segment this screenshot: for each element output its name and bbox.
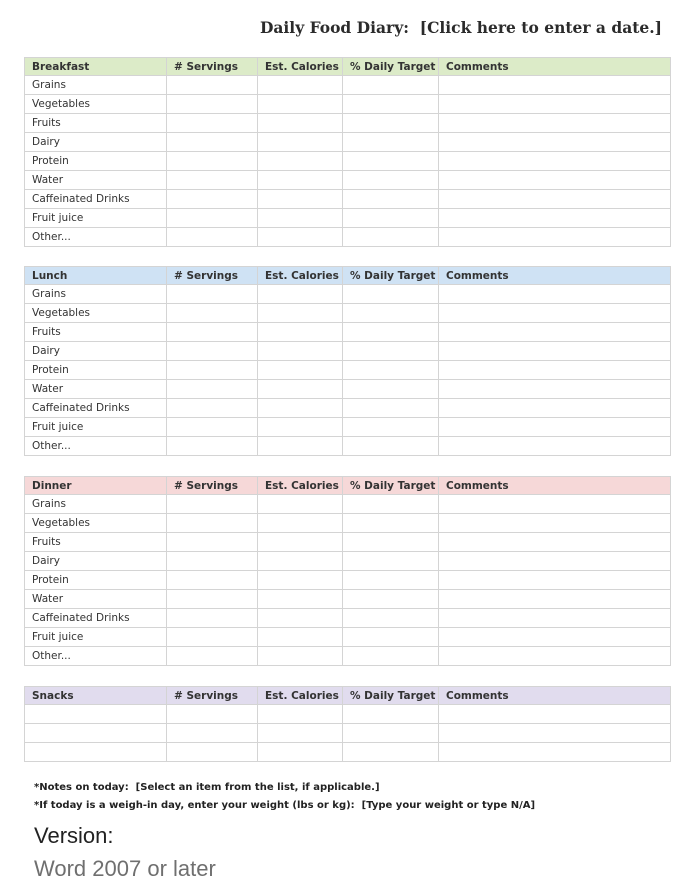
row-label: Protein: [25, 152, 167, 171]
table-row: [25, 609, 671, 628]
comments-cell[interactable]: [439, 743, 671, 762]
table-row: [25, 190, 671, 209]
servings-cell[interactable]: [167, 228, 258, 247]
servings-cell[interactable]: [167, 133, 258, 152]
column-header-daily-target: % Daily Target: [343, 477, 439, 495]
calories-cell[interactable]: [258, 571, 343, 590]
row-label: Other...: [25, 228, 167, 247]
comments-cell[interactable]: [439, 76, 671, 95]
calories-cell[interactable]: [258, 304, 343, 323]
table-row: [25, 552, 671, 571]
servings-cell[interactable]: [167, 114, 258, 133]
daily-target-cell[interactable]: [343, 133, 439, 152]
table-row: [25, 628, 671, 647]
comments-cell[interactable]: [439, 95, 671, 114]
daily-target-cell[interactable]: [343, 705, 439, 724]
notes-today-label: *Notes on today:: [34, 782, 129, 793]
dinner-table: [24, 476, 671, 666]
notes-today-field[interactable]: [Select an item from the list, if applicable.]: [135, 782, 380, 793]
comments-cell[interactable]: [439, 114, 671, 133]
calories-cell[interactable]: [258, 628, 343, 647]
servings-cell[interactable]: [167, 724, 258, 743]
notes-today-line: [34, 782, 380, 793]
comments-cell[interactable]: [439, 514, 671, 533]
table-row: [25, 705, 671, 724]
table-row: [25, 533, 671, 552]
column-header-daily-target: % Daily Target: [343, 687, 439, 705]
row-label: Fruit juice: [25, 628, 167, 647]
calories-cell[interactable]: [258, 361, 343, 380]
table-row: [25, 647, 671, 666]
daily-target-cell[interactable]: [343, 647, 439, 666]
comments-cell[interactable]: [439, 171, 671, 190]
servings-cell[interactable]: [167, 533, 258, 552]
servings-cell[interactable]: [167, 190, 258, 209]
row-label: Dairy: [25, 552, 167, 571]
daily-target-cell[interactable]: [343, 152, 439, 171]
row-label: Fruit juice: [25, 209, 167, 228]
calories-cell[interactable]: [258, 152, 343, 171]
servings-cell[interactable]: [167, 647, 258, 666]
daily-target-cell[interactable]: [343, 724, 439, 743]
servings-cell[interactable]: [167, 571, 258, 590]
row-label: Fruits: [25, 114, 167, 133]
comments-cell[interactable]: [439, 705, 671, 724]
daily-target-cell[interactable]: [343, 628, 439, 647]
comments-cell[interactable]: [439, 495, 671, 514]
servings-cell[interactable]: [167, 495, 258, 514]
calories-cell[interactable]: [258, 590, 343, 609]
daily-target-cell[interactable]: [343, 361, 439, 380]
row-label: Dairy: [25, 342, 167, 361]
calories-cell[interactable]: [258, 209, 343, 228]
daily-target-cell[interactable]: [343, 304, 439, 323]
calories-cell[interactable]: [258, 609, 343, 628]
calories-cell[interactable]: [258, 437, 343, 456]
column-header-comments: Comments: [439, 267, 671, 285]
calories-cell[interactable]: [258, 114, 343, 133]
column-header-calories: Est. Calories: [258, 267, 343, 285]
version-value: Word 2007 or later: [34, 856, 216, 881]
column-header-comments: Comments: [439, 687, 671, 705]
calories-cell[interactable]: [258, 552, 343, 571]
table-row: [25, 380, 671, 399]
comments-cell[interactable]: [439, 342, 671, 361]
table-row: [25, 209, 671, 228]
servings-cell[interactable]: [167, 209, 258, 228]
calories-cell[interactable]: [258, 95, 343, 114]
dinner-header-row: [25, 477, 671, 495]
document-title: [0, 18, 662, 37]
daily-target-cell[interactable]: [343, 418, 439, 437]
section-title: Lunch: [25, 267, 167, 285]
calories-cell[interactable]: [258, 323, 343, 342]
row-label: Vegetables: [25, 95, 167, 114]
daily-target-cell[interactable]: [343, 76, 439, 95]
comments-cell[interactable]: [439, 590, 671, 609]
weigh-in-field[interactable]: [Type your weight or type N/A]: [361, 800, 536, 811]
row-label: Protein: [25, 361, 167, 380]
daily-target-cell[interactable]: [343, 380, 439, 399]
breakfast-table: [24, 57, 671, 247]
comments-cell[interactable]: [439, 323, 671, 342]
breakfast-header-row: [25, 58, 671, 76]
daily-target-cell[interactable]: [343, 495, 439, 514]
calories-cell[interactable]: [258, 342, 343, 361]
row-label: Protein: [25, 571, 167, 590]
calories-cell[interactable]: [258, 743, 343, 762]
table-row: [25, 133, 671, 152]
table-row: [25, 743, 671, 762]
servings-cell[interactable]: [167, 418, 258, 437]
column-header-daily-target: % Daily Target: [343, 58, 439, 76]
comments-cell[interactable]: [439, 152, 671, 171]
servings-cell[interactable]: [167, 304, 258, 323]
comments-cell[interactable]: [439, 647, 671, 666]
daily-target-cell[interactable]: [343, 171, 439, 190]
calories-cell[interactable]: [258, 190, 343, 209]
servings-cell[interactable]: [167, 628, 258, 647]
snack-item-cell[interactable]: [25, 705, 167, 724]
daily-target-cell[interactable]: [343, 590, 439, 609]
daily-target-cell[interactable]: [343, 571, 439, 590]
row-label: Caffeinated Drinks: [25, 609, 167, 628]
calories-cell[interactable]: [258, 533, 343, 552]
daily-target-cell[interactable]: [343, 743, 439, 762]
calories-cell[interactable]: [258, 724, 343, 743]
column-header-calories: Est. Calories: [258, 58, 343, 76]
section-title: Breakfast: [25, 58, 167, 76]
comments-cell[interactable]: [439, 571, 671, 590]
table-row: [25, 418, 671, 437]
row-label: Fruit juice: [25, 418, 167, 437]
row-label: Other...: [25, 647, 167, 666]
servings-cell[interactable]: [167, 95, 258, 114]
row-label: Grains: [25, 285, 167, 304]
column-header-servings: # Servings: [167, 58, 258, 76]
column-header-calories: Est. Calories: [258, 477, 343, 495]
section-title: Snacks: [25, 687, 167, 705]
daily-target-cell[interactable]: [343, 514, 439, 533]
column-header-daily-target: % Daily Target: [343, 267, 439, 285]
row-label: Water: [25, 590, 167, 609]
table-row: [25, 724, 671, 743]
table-row: [25, 571, 671, 590]
column-header-servings: # Servings: [167, 477, 258, 495]
daily-target-cell[interactable]: [343, 552, 439, 571]
lunch-table: [24, 266, 671, 456]
calories-cell[interactable]: [258, 133, 343, 152]
row-label: Caffeinated Drinks: [25, 190, 167, 209]
comments-cell[interactable]: [439, 437, 671, 456]
daily-target-cell[interactable]: [343, 437, 439, 456]
comments-cell[interactable]: [439, 361, 671, 380]
row-label: Water: [25, 380, 167, 399]
row-label: Water: [25, 171, 167, 190]
date-field[interactable]: [Click here to enter a date.]: [419, 18, 662, 37]
version-label: Version:: [34, 823, 114, 848]
row-label: Other...: [25, 437, 167, 456]
daily-target-cell[interactable]: [343, 609, 439, 628]
calories-cell[interactable]: [258, 399, 343, 418]
servings-cell[interactable]: [167, 705, 258, 724]
table-row: [25, 95, 671, 114]
servings-cell[interactable]: [167, 590, 258, 609]
daily-target-cell[interactable]: [343, 209, 439, 228]
comments-cell[interactable]: [439, 628, 671, 647]
servings-cell[interactable]: [167, 437, 258, 456]
table-row: [25, 171, 671, 190]
comments-cell[interactable]: [439, 609, 671, 628]
weigh-in-label: *If today is a weigh-in day, enter your weight (lbs or kg):: [34, 800, 355, 811]
daily-target-cell[interactable]: [343, 342, 439, 361]
comments-cell[interactable]: [439, 285, 671, 304]
table-row: [25, 285, 671, 304]
row-label: Fruits: [25, 323, 167, 342]
servings-cell[interactable]: [167, 76, 258, 95]
servings-cell[interactable]: [167, 743, 258, 762]
table-row: [25, 228, 671, 247]
row-label: Vegetables: [25, 514, 167, 533]
table-row: [25, 152, 671, 171]
table-row: [25, 323, 671, 342]
servings-cell[interactable]: [167, 552, 258, 571]
table-row: [25, 304, 671, 323]
calories-cell[interactable]: [258, 514, 343, 533]
table-row: [25, 114, 671, 133]
servings-cell[interactable]: [167, 285, 258, 304]
daily-target-cell[interactable]: [343, 533, 439, 552]
table-row: [25, 590, 671, 609]
row-label: Caffeinated Drinks: [25, 399, 167, 418]
servings-cell[interactable]: [167, 342, 258, 361]
calories-cell[interactable]: [258, 76, 343, 95]
daily-target-cell[interactable]: [343, 285, 439, 304]
comments-cell[interactable]: [439, 380, 671, 399]
servings-cell[interactable]: [167, 399, 258, 418]
table-row: [25, 399, 671, 418]
comments-cell[interactable]: [439, 399, 671, 418]
title-prefix: Daily Food Diary:: [259, 18, 409, 37]
comments-cell[interactable]: [439, 418, 671, 437]
daily-target-cell[interactable]: [343, 95, 439, 114]
comments-cell[interactable]: [439, 552, 671, 571]
section-title: Dinner: [25, 477, 167, 495]
calories-cell[interactable]: [258, 495, 343, 514]
calories-cell[interactable]: [258, 647, 343, 666]
comments-cell[interactable]: [439, 724, 671, 743]
column-header-servings: # Servings: [167, 687, 258, 705]
calories-cell[interactable]: [258, 418, 343, 437]
comments-cell[interactable]: [439, 304, 671, 323]
comments-cell[interactable]: [439, 133, 671, 152]
snack-item-cell[interactable]: [25, 743, 167, 762]
row-label: Grains: [25, 76, 167, 95]
servings-cell[interactable]: [167, 380, 258, 399]
table-row: [25, 76, 671, 95]
table-row: [25, 437, 671, 456]
table-row: [25, 514, 671, 533]
comments-cell[interactable]: [439, 190, 671, 209]
servings-cell[interactable]: [167, 361, 258, 380]
row-label: Fruits: [25, 533, 167, 552]
table-row: [25, 361, 671, 380]
lunch-header-row: [25, 267, 671, 285]
table-row: [25, 495, 671, 514]
servings-cell[interactable]: [167, 152, 258, 171]
servings-cell[interactable]: [167, 323, 258, 342]
column-header-servings: # Servings: [167, 267, 258, 285]
calories-cell[interactable]: [258, 171, 343, 190]
row-label: Vegetables: [25, 304, 167, 323]
snacks-header-row: [25, 687, 671, 705]
column-header-calories: Est. Calories: [258, 687, 343, 705]
calories-cell[interactable]: [258, 705, 343, 724]
calories-cell[interactable]: [258, 285, 343, 304]
daily-target-cell[interactable]: [343, 114, 439, 133]
weigh-in-line: [34, 800, 535, 811]
daily-target-cell[interactable]: [343, 399, 439, 418]
daily-target-cell[interactable]: [343, 228, 439, 247]
calories-cell[interactable]: [258, 380, 343, 399]
daily-target-cell[interactable]: [343, 323, 439, 342]
servings-cell[interactable]: [167, 609, 258, 628]
column-header-comments: Comments: [439, 477, 671, 495]
comments-cell[interactable]: [439, 533, 671, 552]
snacks-table: [24, 686, 671, 762]
table-row: [25, 342, 671, 361]
comments-cell[interactable]: [439, 228, 671, 247]
snack-item-cell[interactable]: [25, 724, 167, 743]
daily-target-cell[interactable]: [343, 190, 439, 209]
servings-cell[interactable]: [167, 514, 258, 533]
column-header-comments: Comments: [439, 58, 671, 76]
servings-cell[interactable]: [167, 171, 258, 190]
row-label: Grains: [25, 495, 167, 514]
comments-cell[interactable]: [439, 209, 671, 228]
row-label: Dairy: [25, 133, 167, 152]
calories-cell[interactable]: [258, 228, 343, 247]
